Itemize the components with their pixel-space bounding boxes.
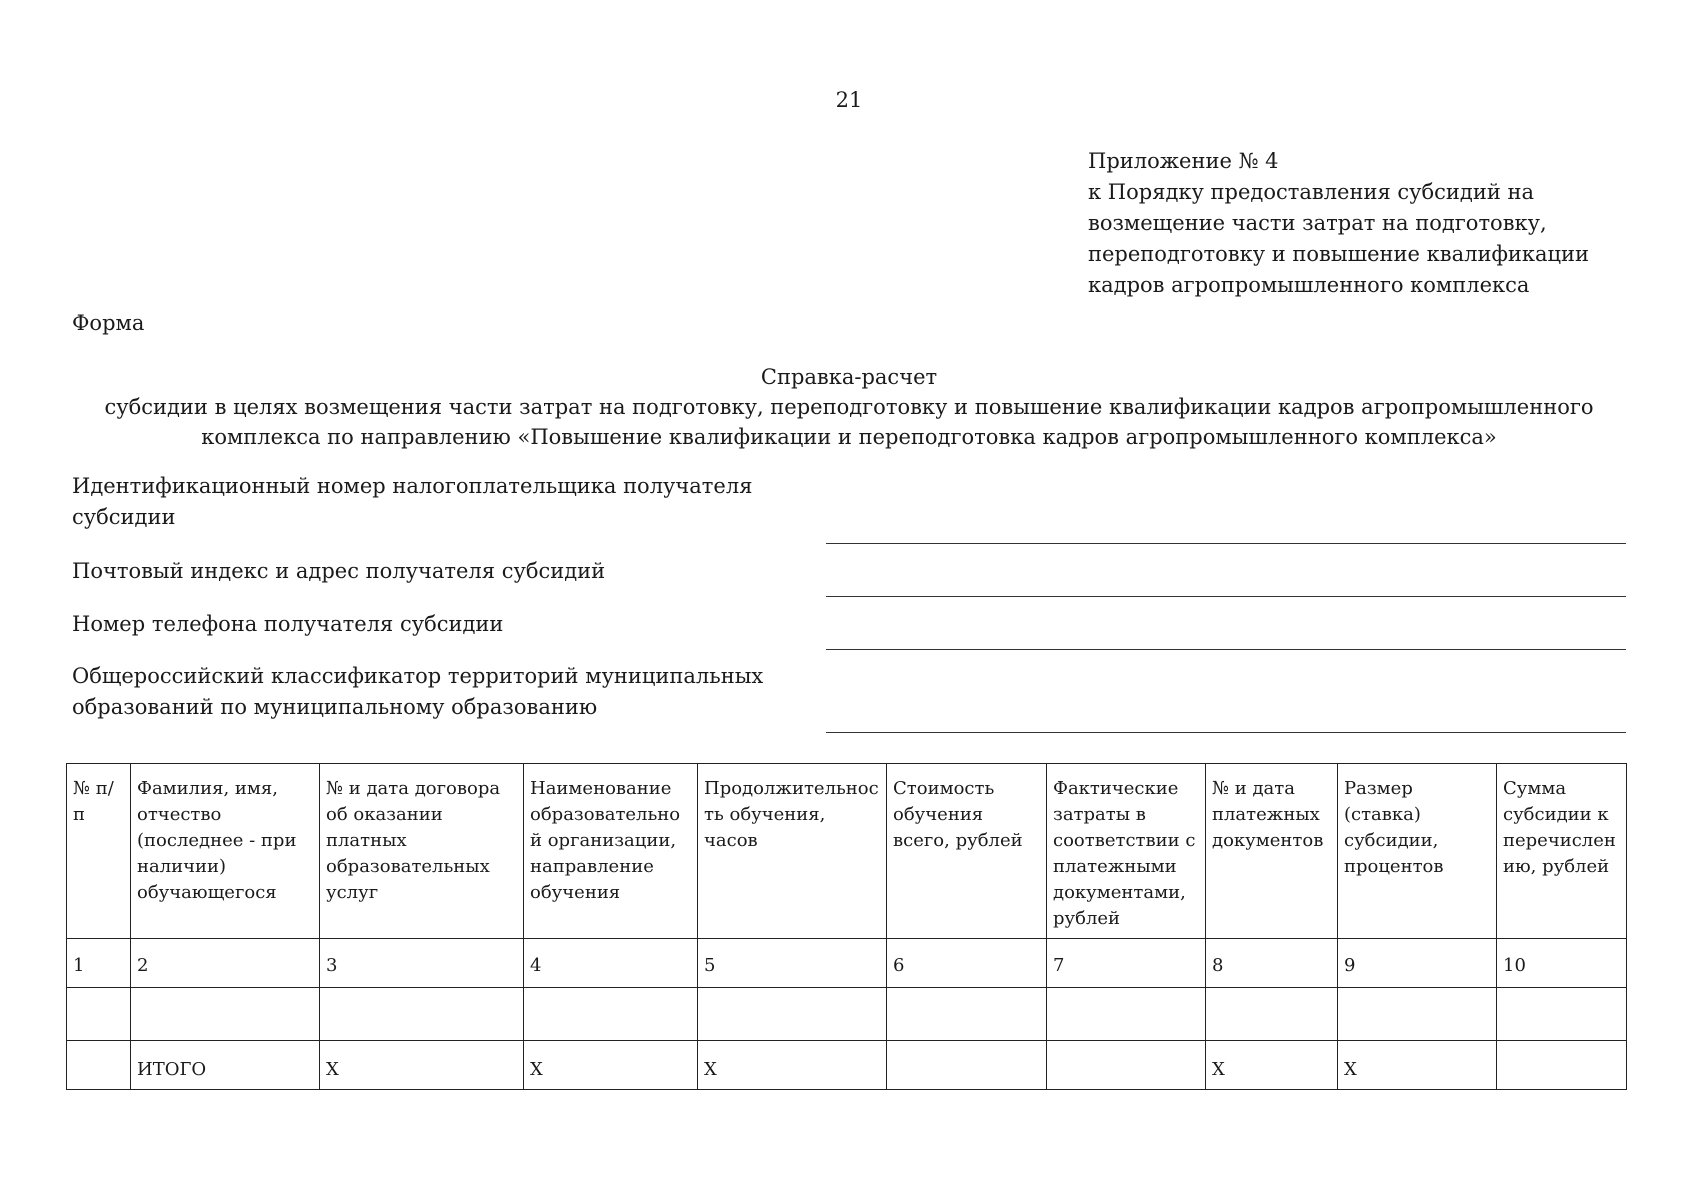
appendix-line: к Порядку предоставления субсидий на: [1088, 180, 1535, 204]
appendix-line: Приложение № 4: [1088, 149, 1279, 173]
oktmo-label-line: образований по муниципальному образованию: [72, 695, 598, 719]
total-cell: Х: [524, 1041, 698, 1090]
total-cell[interactable]: [1497, 1041, 1627, 1090]
header-cell: Размер (ставка) субсидии, процентов: [1338, 764, 1497, 939]
entry-cell[interactable]: [698, 988, 887, 1041]
column-number-cell: 2: [131, 939, 320, 988]
oktmo-input-line[interactable]: [826, 732, 1626, 733]
column-number-row: [67, 939, 1627, 988]
header-cell: Стоимость обучения всего, рублей: [887, 764, 1047, 939]
inn-input-line[interactable]: [826, 543, 1626, 544]
total-cell[interactable]: [887, 1041, 1047, 1090]
document-title: [0, 362, 1698, 452]
entry-cell[interactable]: [524, 988, 698, 1041]
column-number-cell: 10: [1497, 939, 1627, 988]
total-cell: Х: [1338, 1041, 1497, 1090]
inn-label-line: субсидии: [72, 505, 176, 529]
appendix-line: возмещение части затрат на подготовку,: [1088, 211, 1547, 235]
header-cell: № п/п: [67, 764, 131, 939]
header-cell: Фамилия, имя, отчество (последнее - при наличии) обучающегося: [131, 764, 320, 939]
column-number-cell: 8: [1206, 939, 1338, 988]
header-cell: № и дата платежных документов: [1206, 764, 1338, 939]
data-entry-row: [67, 988, 1627, 1041]
total-row: [67, 1041, 1627, 1090]
phone-label: Номер телефона получателя субсидии: [72, 612, 504, 636]
inn-label: [72, 471, 822, 533]
form-label: Форма: [72, 311, 145, 335]
entry-cell[interactable]: [320, 988, 524, 1041]
oktmo-label-line: Общероссийский классификатор территорий муниципальных: [72, 664, 764, 688]
entry-cell[interactable]: [1047, 988, 1206, 1041]
appendix-line: переподготовку и повышение квалификации: [1088, 242, 1590, 266]
appendix-line: кадров агропромышленного комплекса: [1088, 273, 1530, 297]
entry-cell[interactable]: [1338, 988, 1497, 1041]
column-number-cell: 1: [67, 939, 131, 988]
column-number-cell: 9: [1338, 939, 1497, 988]
address-input-line[interactable]: [826, 596, 1626, 597]
total-cell: Х: [698, 1041, 887, 1090]
title-line-2: субсидии в целях возмещения части затрат на подготовку, переподготовку и повышение квалификации кадров агропромышленного: [104, 395, 1594, 419]
header-cell: Сумма субсидии к перечислению, рублей: [1497, 764, 1627, 939]
table-header-row: [67, 764, 1627, 939]
title-line-3: комплекса по направлению «Повышение квалификации и переподготовка кадров агропромышленного комплекса»: [201, 425, 1497, 449]
column-number-cell: 5: [698, 939, 887, 988]
column-number-cell: 7: [1047, 939, 1206, 988]
header-cell: Наименование образовательной организации, направление обучения: [524, 764, 698, 939]
page-number: 21: [835, 88, 863, 112]
total-cell: Х: [320, 1041, 524, 1090]
entry-cell[interactable]: [67, 988, 131, 1041]
column-number-cell: 4: [524, 939, 698, 988]
header-cell: № и дата договора об оказании платных образовательных услуг: [320, 764, 524, 939]
oktmo-label: [72, 661, 822, 723]
header-cell: Продолжительность обучения, часов: [698, 764, 887, 939]
entry-cell[interactable]: [1497, 988, 1627, 1041]
entry-cell[interactable]: [131, 988, 320, 1041]
title-line-1: Справка-расчет: [760, 365, 938, 389]
subsidy-calculation-table: [66, 763, 1627, 1090]
header-cell: Фактические затраты в соответствии с платежными документами, рублей: [1047, 764, 1206, 939]
address-label: Почтовый индекс и адрес получателя субсидий: [72, 559, 606, 583]
entry-cell[interactable]: [887, 988, 1047, 1041]
total-cell: Х: [1206, 1041, 1338, 1090]
total-label-cell: ИТОГО: [131, 1041, 320, 1090]
inn-label-line: Идентификационный номер налогоплательщика получателя: [72, 474, 753, 498]
entry-cell[interactable]: [1206, 988, 1338, 1041]
column-number-cell: 6: [887, 939, 1047, 988]
total-cell: [67, 1041, 131, 1090]
appendix-note: [1088, 146, 1688, 301]
total-cell[interactable]: [1047, 1041, 1206, 1090]
phone-input-line[interactable]: [826, 649, 1626, 650]
column-number-cell: 3: [320, 939, 524, 988]
